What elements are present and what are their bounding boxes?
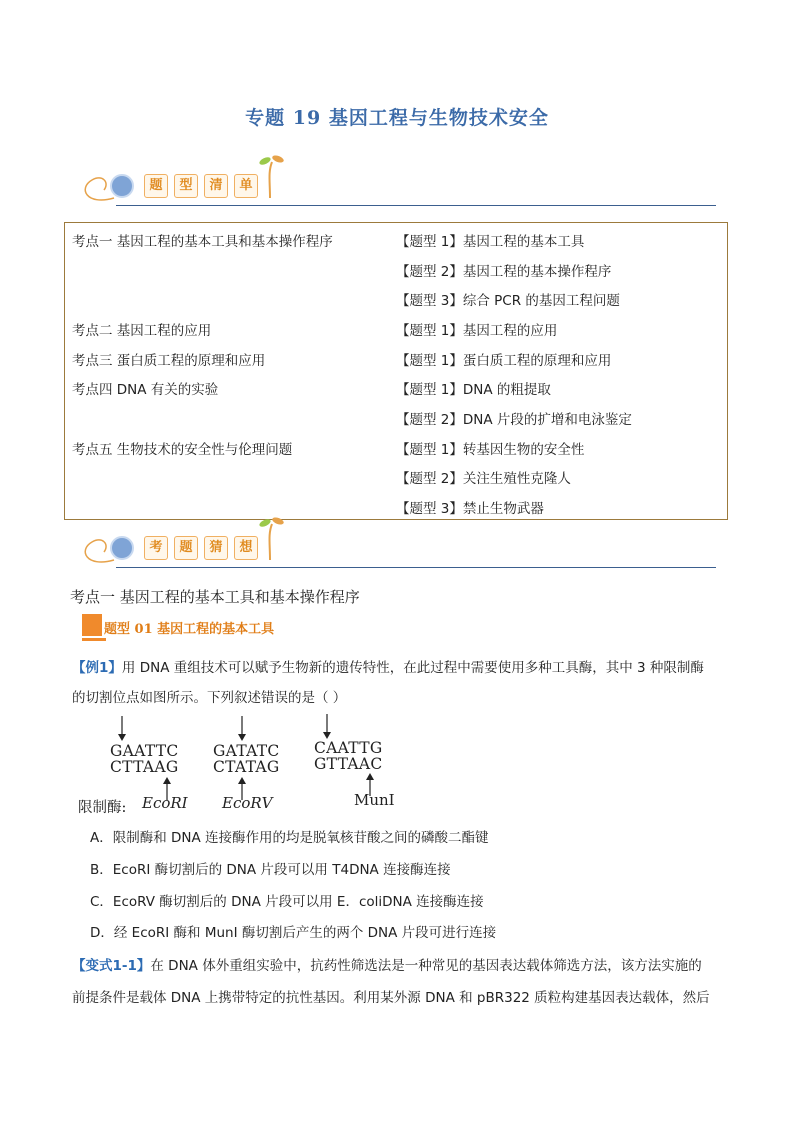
enzyme-1-label bbox=[142, 794, 188, 812]
example-line-1 bbox=[72, 656, 704, 676]
banner-char: 考 bbox=[144, 536, 168, 560]
banner-rule bbox=[116, 205, 716, 206]
orange-underline bbox=[82, 638, 106, 641]
overview-type: 【题型 1】基因工程的基本工具 bbox=[396, 234, 585, 250]
banner-char: 题 bbox=[174, 536, 198, 560]
banner-char: 题 bbox=[144, 174, 168, 198]
enzyme-label-prefix: 限制酶: bbox=[78, 800, 127, 816]
overview-topic: 考点一 基因工程的基本工具和基本操作程序 bbox=[72, 234, 333, 250]
sprout-icon bbox=[256, 514, 286, 562]
orange-block-icon bbox=[82, 614, 102, 636]
question-type-label: 题型 01 基因工程的基本工具 bbox=[104, 622, 275, 637]
sequence-3-bottom: GTTAAC bbox=[314, 755, 383, 773]
example-text: 用 DNA 重组技术可以赋予生物新的遗传特性，在此过程中需要使用多种工具酶，其中 3 种限制酶 bbox=[121, 660, 704, 676]
banner-char: 想 bbox=[234, 536, 258, 560]
overview-type: 【题型 3】禁止生物武器 bbox=[396, 501, 544, 517]
example-tag: 【例1】 bbox=[72, 660, 122, 676]
variant-line-2: 前提条件是载体 DNA 上携带特定的抗性基因。利用某外源 DNA 和 pBR322 质粒构建基因表达载体，然后 bbox=[72, 990, 710, 1006]
banner-bullet-icon bbox=[110, 174, 134, 198]
overview-type: 【题型 1】基因工程的应用 bbox=[396, 323, 558, 339]
sprout-icon bbox=[256, 152, 286, 200]
cut-arrow-down bbox=[322, 714, 332, 740]
variant-line-1 bbox=[72, 954, 702, 974]
overview-topic: 考点五 生物技术的安全性与伦理问题 bbox=[72, 442, 293, 458]
banner-char: 清 bbox=[204, 174, 228, 198]
cut-arrow-down bbox=[237, 716, 247, 742]
sequence-1-top: GAATTC bbox=[110, 742, 179, 760]
page-title: 专题 19 基因工程与生物技术安全 bbox=[245, 107, 549, 129]
banner-bullet-icon bbox=[110, 536, 134, 560]
option-b: B．EcoRI 酶切割后的 DNA 片段可以用 T4DNA 连接酶连接 bbox=[90, 862, 451, 878]
banner-question-prediction bbox=[76, 522, 716, 578]
overview-type: 【题型 2】关注生殖性克隆人 bbox=[396, 471, 571, 487]
overview-topic: 考点三 蛋白质工程的原理和应用 bbox=[72, 353, 266, 369]
overview-topic: 考点四 DNA 有关的实验 bbox=[72, 382, 219, 398]
overview-type: 【题型 3】综合 PCR 的基因工程问题 bbox=[396, 293, 620, 309]
overview-topic: 考点二 基因工程的应用 bbox=[72, 323, 212, 339]
sequence-1-bottom: CTTAAG bbox=[110, 758, 179, 776]
option-c: C．EcoRV 酶切割后的 DNA 片段可以用 E．coliDNA 连接酶连接 bbox=[90, 894, 484, 910]
variant-tag: 【变式1-1】 bbox=[72, 958, 151, 974]
overview-type: 【题型 2】基因工程的基本操作程序 bbox=[396, 264, 612, 280]
banner-char: 猜 bbox=[204, 536, 228, 560]
sequence-3-top: CAATTG bbox=[314, 739, 383, 757]
enzyme-1-text: EcoRⅠ bbox=[142, 794, 188, 812]
banner-char: 型 bbox=[174, 174, 198, 198]
option-d: D．经 EcoRI 酶和 MunI 酶切割后产生的两个 DNA 片段可进行连接 bbox=[90, 925, 497, 941]
sequence-2-bottom: CTATAG bbox=[213, 758, 280, 776]
overview-type: 【题型 2】DNA 片段的扩增和电泳鉴定 bbox=[396, 412, 632, 428]
enzyme-2-text: EcoRⅤ bbox=[222, 794, 273, 812]
sequence-2-top: GATATC bbox=[213, 742, 280, 760]
question-type-heading bbox=[82, 614, 312, 642]
overview-type: 【题型 1】DNA 的粗提取 bbox=[396, 382, 551, 398]
variant-text: 在 DNA 体外重组实验中，抗药性筛选法是一种常见的基因表达载体筛选方法，该方法实施的 bbox=[150, 958, 702, 974]
banner-rule bbox=[116, 567, 716, 568]
enzyme-2-label bbox=[222, 794, 273, 812]
cut-arrow-down bbox=[117, 716, 127, 742]
banner-question-type-list bbox=[76, 160, 716, 216]
option-a: A．限制酶和 DNA 连接酶作用的均是脱氧核苷酸之间的磷酸二酯键 bbox=[90, 830, 489, 846]
section-heading: 考点一 基因工程的基本工具和基本操作程序 bbox=[70, 588, 360, 606]
overview-type: 【题型 1】转基因生物的安全性 bbox=[396, 442, 585, 458]
example-line-2: 的切割位点如图所示。下列叙述错误的是（ ） bbox=[72, 690, 347, 706]
enzyme-3-label: MunⅠ bbox=[354, 791, 395, 809]
banner-char: 单 bbox=[234, 174, 258, 198]
overview-type: 【题型 1】蛋白质工程的原理和应用 bbox=[396, 353, 612, 369]
